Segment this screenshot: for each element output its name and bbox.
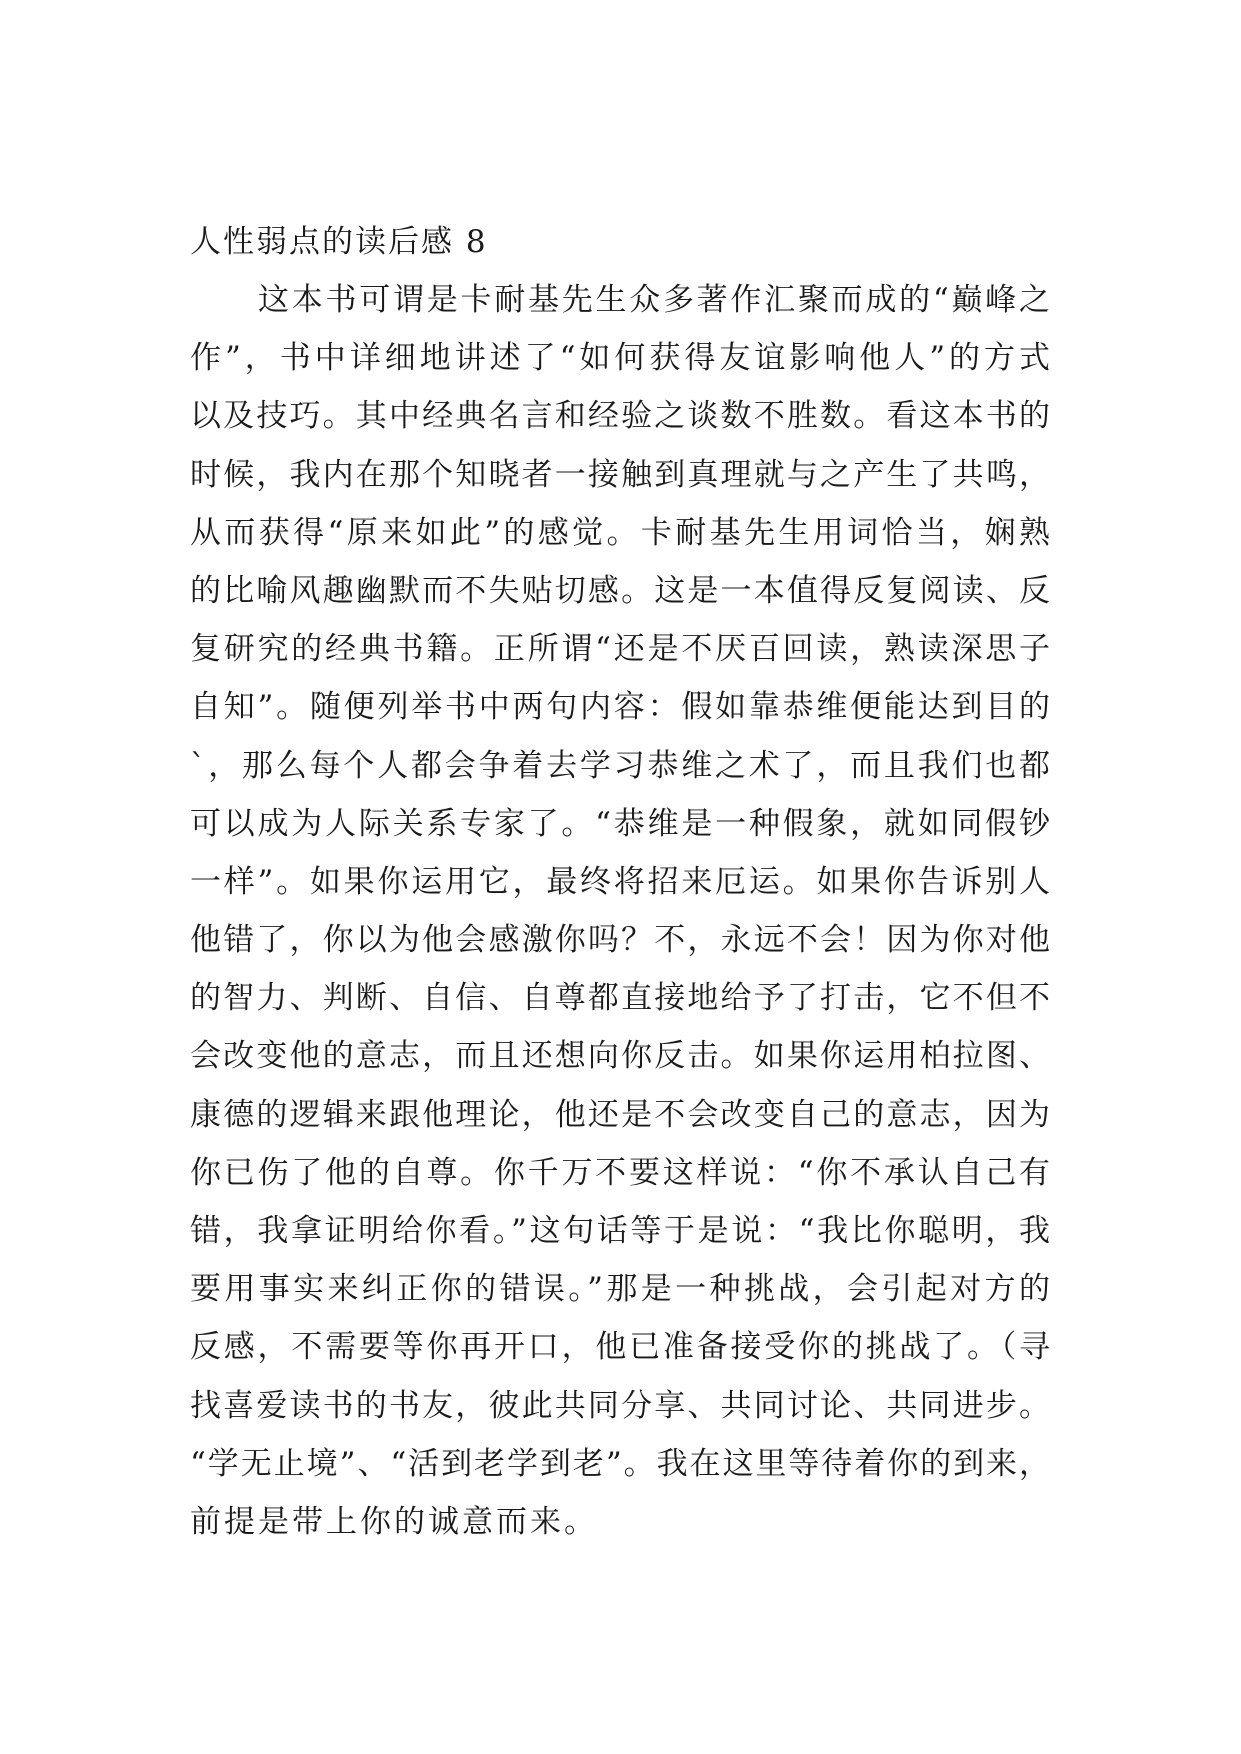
body-line: 他错了，你以为他会感激你吗？不，永远不会！因为你对他: [190, 922, 1050, 959]
body-line: 作”，书中详细地讲述了“如何获得友谊影响他人”的方式: [190, 340, 1050, 377]
body-line: 康德的逻辑来跟他理论，他还是不会改变自己的意志，因为: [190, 1096, 1050, 1133]
body-line: 复研究的经典书籍。正所谓“还是不厌百回读，熟读深思子: [190, 631, 1050, 668]
body-line: 的比喻风趣幽默而不失贴切感。这是一本值得反复阅读、反: [190, 572, 1050, 609]
body-line: 你已伤了他的自尊。你千万不要这样说：“你不承认自己有: [190, 1154, 1050, 1191]
body-line: 错，我拿证明给你看。”这句话等于是说：“我比你聪明，我: [190, 1213, 1050, 1249]
body-line: “学无止境”、“活到老学到老”。我在这里等待着你的到来，: [190, 1445, 1050, 1482]
body-line: 可以成为人际关系专家了。“恭维是一种假象，就如同假钞: [190, 805, 1050, 842]
body-line: 从而获得“原来如此”的感觉。卡耐基先生用词恰当，娴熟: [190, 514, 1050, 551]
body-line: 的智力、判断、自信、自尊都直接地给予了打击，它不但不: [190, 980, 1050, 1017]
body-line: 反感，不需要等你再开口，他已准备接受你的挑战了。（寻: [190, 1329, 1050, 1366]
body-line: 找喜爱读书的书友，彼此共同分享、共同讨论、共同进步。: [190, 1387, 1050, 1424]
body-line: 这本书可谓是卡耐基先生众多著作汇聚而成的“巅峰之: [258, 282, 1050, 318]
document-body: [190, 280, 1050, 1560]
body-line: 时候，我内在那个知晓者一接触到真理就与之产生了共鸣，: [190, 456, 1050, 493]
body-line: 自知”。随便列举书中两句内容：假如靠恭维便能达到目的: [190, 689, 1050, 726]
body-line: 会改变他的意志，而且还想向你反击。如果你运用柏拉图、: [190, 1038, 1050, 1075]
body-line: 以及技巧。其中经典名言和经验之谈数不胜数。看这本书的: [190, 398, 1050, 435]
body-line: 前提是带上你的诚意而来。: [190, 1503, 598, 1540]
body-line: 一样”。如果你运用它，最终将招来厄运。如果你告诉别人: [190, 863, 1050, 900]
document-title: 人性弱点的读后感 8: [190, 224, 488, 260]
body-line: 要用事实来纠正你的错误。”那是一种挑战，会引起对方的: [190, 1271, 1050, 1308]
body-line: `，那么每个人都会争着去学习恭维之术了，而且我们也都: [190, 747, 1050, 784]
